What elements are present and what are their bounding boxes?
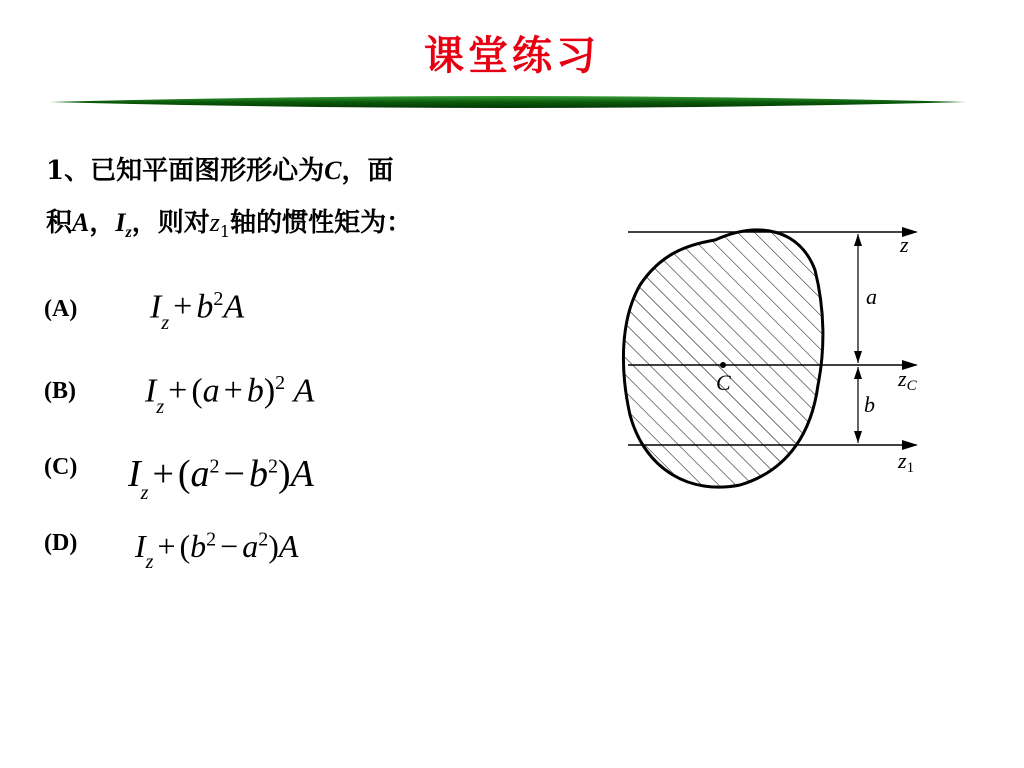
formula-operator: + (173, 288, 193, 326)
zc-axis-label: zC (898, 366, 917, 394)
formula-symbol: A (223, 288, 245, 326)
option-b-formula[interactable]: $I_z + (a + b)^2$ A (145, 372, 315, 419)
question-line-2 (46, 202, 412, 242)
option-b-label[interactable]: (B) (44, 378, 76, 404)
option-a-label[interactable]: (A) (44, 296, 78, 322)
dim-b-label: b (864, 392, 875, 417)
area-symbol: A (72, 208, 90, 237)
question-text: ，则对 (131, 208, 210, 238)
formula-subscript: z (161, 312, 170, 335)
option-d-formula[interactable]: $I_z + (b^2 - a^2)A$ (135, 528, 299, 574)
section-figure (620, 200, 940, 500)
formula-symbol: I (150, 288, 162, 326)
question-number: 1 (46, 156, 65, 186)
dim-a-label: a (866, 284, 877, 309)
question-text: 、已知平面图形形心为 (64, 156, 325, 186)
formula-symbol: b (196, 288, 214, 326)
question-text: ，面 (341, 156, 394, 186)
title-divider (48, 92, 968, 114)
question-text: ， (89, 208, 116, 238)
option-d-label[interactable]: (D) (44, 530, 78, 556)
section-hatch (620, 200, 940, 500)
formula-superscript: 2 (213, 288, 224, 310)
moment-subscript: z (125, 224, 132, 242)
option-c-formula[interactable]: $I_z + (a^2 - b^2)A$ (128, 453, 314, 504)
z-axis-label: z (900, 232, 909, 257)
question-text: 积 (46, 208, 73, 238)
slide-title: 课堂练习 (424, 32, 600, 79)
question-line-1 (46, 150, 393, 187)
question-text: 轴的惯性矩为： (230, 208, 413, 238)
axis-subscript: 1 (219, 222, 231, 242)
centroid-symbol: C (324, 156, 342, 185)
centroid-label: C (716, 370, 731, 395)
z1-axis-label: z1 (898, 448, 915, 476)
moment-symbol: I (115, 208, 126, 237)
centroid-point (720, 362, 726, 368)
option-c-label[interactable]: (C) (44, 454, 78, 480)
axis-symbol: z (209, 208, 220, 237)
option-a-formula[interactable] (150, 288, 245, 335)
